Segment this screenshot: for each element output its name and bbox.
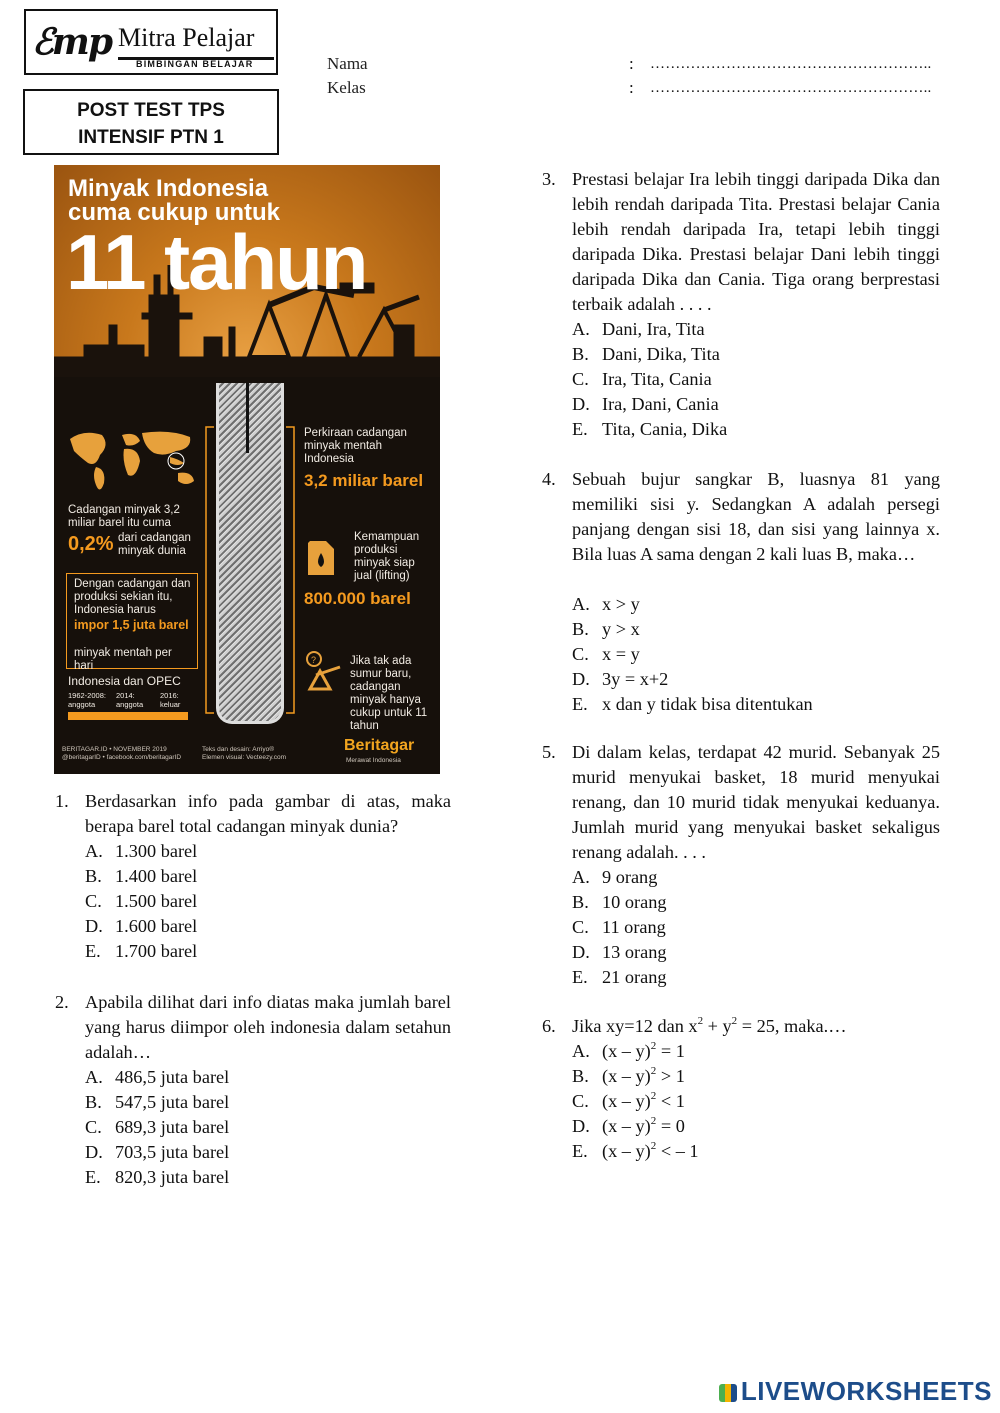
option-c[interactable] bbox=[572, 1089, 685, 1114]
option-letter: C. bbox=[572, 1091, 589, 1111]
option-d[interactable] bbox=[85, 1140, 229, 1165]
option-letter: D. bbox=[85, 1142, 103, 1162]
stem-part-1: Jika xy=12 dan x bbox=[572, 1016, 698, 1036]
opec-period-3: 2016: keluar bbox=[160, 691, 181, 709]
oil-reserve-tube bbox=[216, 383, 284, 724]
test-title-line2: INTENSIF PTN 1 bbox=[78, 127, 224, 148]
option-text: Dani, Dika, Tita bbox=[602, 344, 720, 364]
option-a[interactable] bbox=[85, 1065, 229, 1090]
option-letter: C. bbox=[572, 917, 589, 937]
exponent: 2 bbox=[650, 1114, 657, 1127]
option-text: 13 orang bbox=[602, 942, 667, 962]
option-text: 1.400 barel bbox=[115, 866, 198, 886]
tube-bracket-left bbox=[202, 425, 216, 715]
question-number: 4. bbox=[542, 469, 556, 489]
option-letter: B. bbox=[85, 866, 102, 886]
option-text-tail: < – 1 bbox=[656, 1141, 699, 1161]
reserve-label: Perkiraan cadangan minyak mentah Indonesia bbox=[304, 427, 407, 465]
option-a[interactable] bbox=[572, 317, 705, 342]
option-letter: B. bbox=[572, 892, 589, 912]
option-letter: D. bbox=[85, 916, 103, 936]
name-label: Nama bbox=[327, 54, 368, 73]
option-text: (x – y) bbox=[602, 1116, 651, 1136]
question-stem: Prestasi belajar Ira lebih tinggi daripada Dika dan lebih rendah daripada Tita. Prestasi belajar Cania lebih rendah daripada Ira, tetapi lebih tinggi daripada Dika. Prestasi belajar Dani lebih tinggi daripada Dika dan Cania. Tiga orang berprestasi terbaik adalah . . . . bbox=[572, 169, 940, 314]
exponent: 2 bbox=[731, 1014, 738, 1027]
credits-line-1: Teks dan desain: Arriyo® bbox=[202, 746, 274, 753]
option-b[interactable] bbox=[85, 1090, 229, 1115]
share-value: 0,2% bbox=[68, 533, 114, 555]
logo-name: Mitra Pelajar bbox=[118, 23, 255, 52]
question-number: 6. bbox=[542, 1016, 556, 1036]
option-letter: E. bbox=[85, 1167, 101, 1187]
question-number: 2. bbox=[55, 992, 69, 1012]
option-d[interactable] bbox=[572, 392, 719, 417]
option-letter: A. bbox=[572, 594, 590, 614]
question-3 bbox=[542, 167, 940, 442]
option-text: 11 orang bbox=[602, 917, 666, 937]
question-stem: Di dalam kelas, terdapat 42 murid. Sebanyak 25 murid menyukai basket, 18 murid menyukai renang, dan 10 murid tidak menyukai keduanya. Jumlah murid yang menyukai basket sekaligus renang adalah. . . . bbox=[572, 742, 940, 862]
question-number: 5. bbox=[542, 742, 556, 762]
option-text-tail: = 1 bbox=[656, 1041, 685, 1061]
option-b[interactable] bbox=[85, 864, 197, 889]
class-field[interactable]: ……………………………………………….. bbox=[650, 80, 932, 96]
option-letter: C. bbox=[572, 644, 589, 664]
class-colon: : bbox=[629, 78, 634, 97]
question-stem: Berdasarkan info pada gambar di atas, maka berapa barel total cadangan minyak dunia? bbox=[85, 791, 451, 836]
option-b[interactable] bbox=[572, 342, 720, 367]
option-e[interactable] bbox=[572, 692, 813, 717]
option-text: 689,3 juta barel bbox=[115, 1117, 230, 1137]
option-text: Ira, Dani, Cania bbox=[602, 394, 719, 414]
option-letter: E. bbox=[572, 419, 588, 439]
option-d[interactable] bbox=[572, 940, 666, 965]
option-text: 1.700 barel bbox=[115, 941, 198, 961]
lifting-label: Kemampuan produksi minyak siap jual (lifting) bbox=[354, 531, 420, 582]
reserve-value: 3,2 miliar barel bbox=[304, 471, 424, 490]
option-letter: D. bbox=[572, 394, 590, 414]
option-text: (x – y) bbox=[602, 1091, 651, 1111]
option-b[interactable] bbox=[572, 890, 666, 915]
option-text: y > x bbox=[602, 619, 640, 639]
no-new-well-text: Jika tak ada sumur baru, cadangan minyak hanya cukup untuk 11 tahun bbox=[350, 655, 428, 732]
option-e[interactable] bbox=[85, 1165, 229, 1190]
option-c[interactable] bbox=[572, 367, 712, 392]
option-c[interactable] bbox=[85, 1115, 229, 1140]
option-text: 1.500 barel bbox=[115, 891, 198, 911]
option-text: 547,5 juta barel bbox=[115, 1092, 230, 1112]
option-text: 10 orang bbox=[602, 892, 667, 912]
logo-mark: ℰmp bbox=[32, 21, 112, 63]
source-line-2: @beritagarID • facebook.com/beritagarID bbox=[62, 754, 182, 761]
option-a[interactable] bbox=[572, 592, 640, 617]
question-stem: Sebuah bujur sangkar B, luasnya 81 yang memiliki sisi y. Sedangkan A adalah persegi panjang dengan sisi 18, dan sisi yang lainnya x. Bila luas A sama dengan 2 kali luas B, maka… bbox=[572, 469, 940, 564]
option-e[interactable] bbox=[572, 417, 727, 442]
oil-infographic bbox=[54, 165, 440, 774]
infographic-credits bbox=[202, 746, 302, 762]
exponent: 2 bbox=[697, 1014, 704, 1027]
question-2 bbox=[55, 990, 451, 1190]
option-letter: A. bbox=[85, 1067, 103, 1087]
option-text: (x – y) bbox=[602, 1141, 651, 1161]
world-map-icon bbox=[66, 427, 201, 499]
option-text: 820,3 juta barel bbox=[115, 1167, 230, 1187]
option-text: Dani, Ira, Tita bbox=[602, 319, 705, 339]
opec-period-1: 1962-2008: anggota bbox=[68, 691, 106, 709]
option-b[interactable] bbox=[572, 617, 640, 642]
import-text: Dengan cadangan dan produksi sekian itu, Indonesia harus bbox=[74, 578, 191, 616]
option-letter: E. bbox=[572, 694, 588, 714]
import-value: impor 1,5 juta barel bbox=[74, 618, 189, 632]
stem-part-2: + y bbox=[703, 1016, 732, 1036]
option-letter: B. bbox=[572, 619, 589, 639]
beritagar-tagline: Merawat Indonesia bbox=[346, 757, 401, 764]
option-letter: A. bbox=[85, 841, 103, 861]
test-title-line1: POST TEST TPS bbox=[77, 100, 225, 121]
logo bbox=[24, 9, 278, 75]
oil-pump-icon bbox=[304, 649, 344, 691]
option-text: (x – y) bbox=[602, 1066, 651, 1086]
infographic-title-line2: cuma cukup untuk bbox=[68, 199, 281, 226]
question-6 bbox=[542, 1014, 940, 1174]
option-c[interactable] bbox=[572, 915, 666, 940]
share-text: Cadangan minyak 3,2 miliar barel itu cuma bbox=[68, 504, 180, 529]
question-stem: Apabila dilihat dari info diatas maka jumlah barel yang harus diimpor oleh indonesia dalam setahun adalah… bbox=[85, 992, 451, 1062]
option-letter: D. bbox=[572, 669, 590, 689]
option-letter: E. bbox=[572, 1141, 588, 1161]
option-c[interactable] bbox=[572, 642, 640, 667]
logo-subtitle: BIMBINGAN BELAJAR bbox=[136, 59, 254, 69]
option-a[interactable] bbox=[572, 865, 657, 890]
option-letter: D. bbox=[572, 942, 590, 962]
class-label: Kelas bbox=[327, 78, 366, 97]
option-text: 1.600 barel bbox=[115, 916, 198, 936]
option-text-tail: < 1 bbox=[656, 1091, 685, 1111]
option-text: 703,5 juta barel bbox=[115, 1142, 230, 1162]
option-b[interactable] bbox=[572, 1064, 685, 1089]
option-letter: A. bbox=[572, 867, 590, 887]
import-text-2: minyak mentah per hari bbox=[74, 647, 172, 672]
question-4 bbox=[542, 467, 940, 717]
test-title bbox=[23, 89, 279, 155]
liveworksheets-text: LIVEWORKSHEETS bbox=[740, 1376, 992, 1406]
name-colon: : bbox=[629, 54, 634, 73]
liveworksheets-logo bbox=[719, 1376, 992, 1407]
oil-jerrycan-icon bbox=[304, 533, 338, 577]
option-d[interactable] bbox=[85, 914, 197, 939]
exponent: 2 bbox=[650, 1139, 657, 1152]
option-a[interactable] bbox=[572, 1039, 685, 1064]
svg-text:?: ? bbox=[311, 655, 317, 665]
option-text: (x – y) bbox=[602, 1041, 651, 1061]
option-text: Tita, Cania, Dika bbox=[602, 419, 728, 439]
option-d[interactable] bbox=[572, 667, 668, 692]
option-e[interactable] bbox=[572, 965, 666, 990]
option-letter: E. bbox=[85, 941, 101, 961]
infographic-title-line1: Minyak Indonesia bbox=[68, 175, 269, 202]
credits-line-2: Elemen visual: Vecteezy.com bbox=[202, 754, 287, 761]
option-c[interactable] bbox=[85, 889, 197, 914]
stem-part-3: = 25, maka.… bbox=[737, 1016, 847, 1036]
exponent: 2 bbox=[650, 1039, 657, 1052]
option-letter: C. bbox=[572, 369, 589, 389]
option-letter: D. bbox=[572, 1116, 590, 1136]
name-field[interactable]: ……………………………………………….. bbox=[650, 56, 932, 72]
option-letter: E. bbox=[572, 967, 588, 987]
tube-bracket-right bbox=[284, 425, 298, 715]
option-text: 9 orang bbox=[602, 867, 658, 887]
opec-period-2: 2014: anggota bbox=[116, 691, 144, 709]
option-e[interactable] bbox=[572, 1139, 699, 1164]
opec-title: Indonesia dan OPEC bbox=[68, 674, 181, 688]
option-text: x > y bbox=[602, 594, 640, 614]
question-number: 3. bbox=[542, 169, 556, 189]
tube-pipe bbox=[246, 383, 249, 453]
question-number: 1. bbox=[55, 791, 69, 811]
infographic-headline: 11 tahun bbox=[66, 218, 367, 306]
option-letter: C. bbox=[85, 1117, 102, 1137]
question-stem bbox=[572, 1014, 940, 1039]
exponent: 2 bbox=[650, 1064, 657, 1077]
option-letter: B. bbox=[572, 1066, 589, 1086]
source-line-1: BERITAGAR.ID • NOVEMBER 2019 bbox=[62, 746, 167, 753]
option-letter: B. bbox=[85, 1092, 102, 1112]
liveworksheets-icon bbox=[719, 1384, 737, 1402]
option-text: 486,5 juta barel bbox=[115, 1067, 230, 1087]
opec-timeline-bar bbox=[68, 712, 188, 720]
option-text-tail: = 0 bbox=[656, 1116, 685, 1136]
option-d[interactable] bbox=[572, 1114, 685, 1139]
infographic-source bbox=[62, 746, 192, 762]
option-letter: C. bbox=[85, 891, 102, 911]
option-e[interactable] bbox=[85, 939, 197, 964]
option-text: x dan y tidak bisa ditentukan bbox=[602, 694, 813, 714]
option-text: 21 orang bbox=[602, 967, 667, 987]
option-text: Ira, Tita, Cania bbox=[602, 369, 712, 389]
option-text: 1.300 barel bbox=[115, 841, 198, 861]
question-5 bbox=[542, 740, 940, 990]
option-letter: A. bbox=[572, 1041, 590, 1061]
question-1 bbox=[55, 789, 451, 969]
option-text: 3y = x+2 bbox=[602, 669, 669, 689]
beritagar-logo: Beritagar bbox=[344, 737, 415, 754]
option-letter: B. bbox=[572, 344, 589, 364]
option-letter: A. bbox=[572, 319, 590, 339]
exponent: 2 bbox=[650, 1089, 657, 1102]
option-a[interactable] bbox=[85, 839, 197, 864]
option-text-tail: > 1 bbox=[656, 1066, 685, 1086]
lifting-value: 800.000 barel bbox=[304, 589, 411, 608]
option-text: x = y bbox=[602, 644, 640, 664]
share-text-2: dari cadangan minyak dunia bbox=[118, 532, 191, 557]
